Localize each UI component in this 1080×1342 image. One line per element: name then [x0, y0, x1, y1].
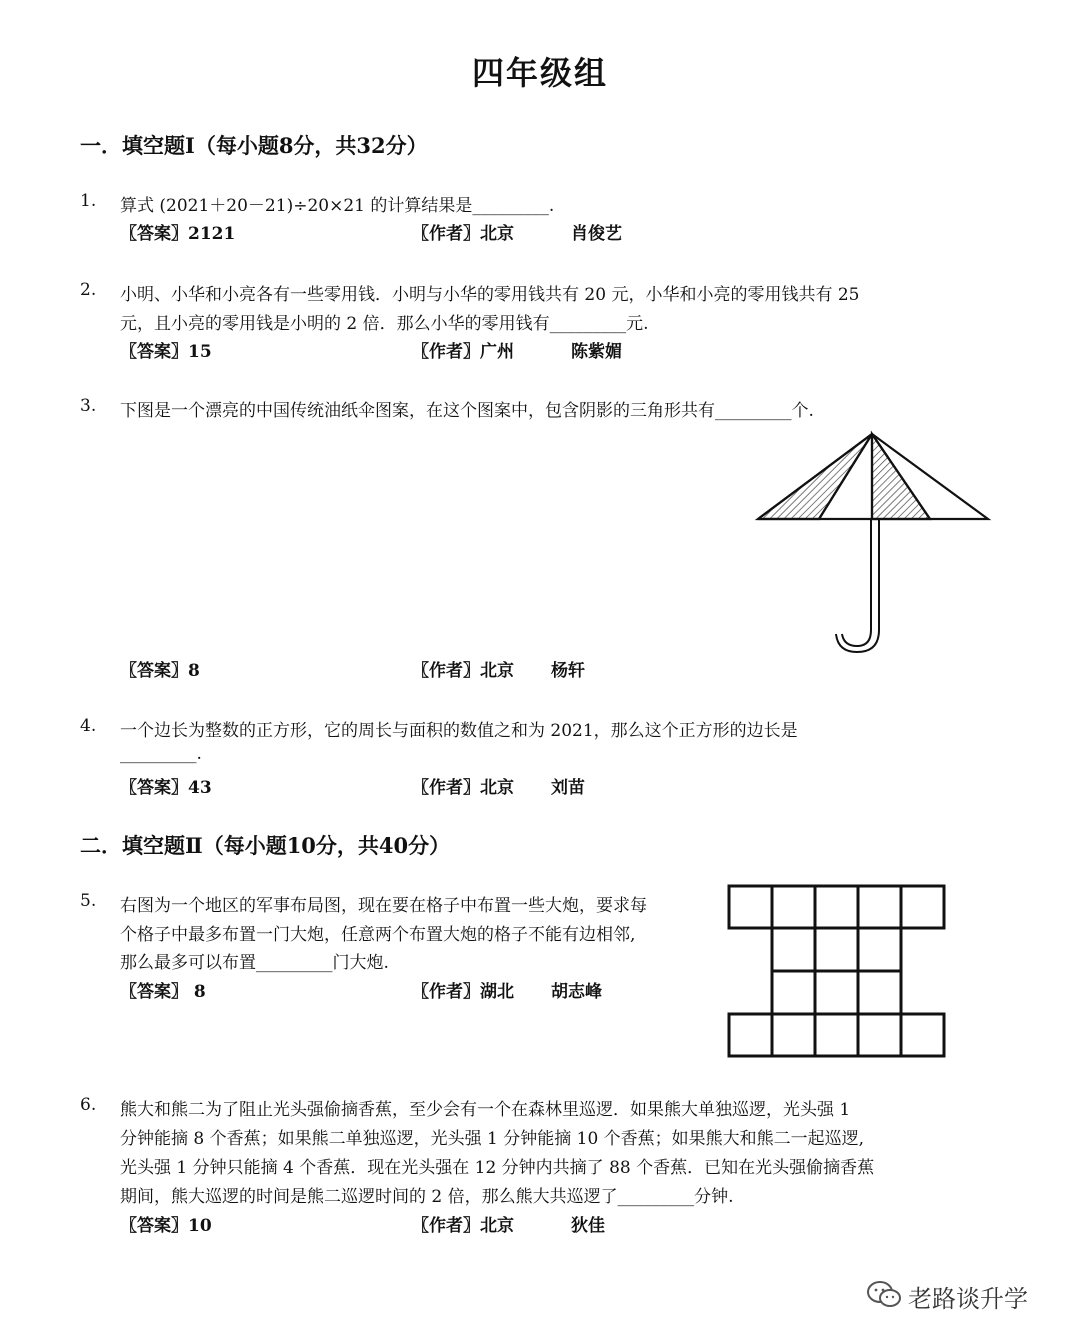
- section-heading-1: 一．填空题Ⅰ（每小题8分，共32分）: [80, 133, 428, 158]
- answer: 〖答案〗15: [120, 342, 212, 362]
- question-text: 下图是一个漂亮的中国传统油纸伞图案，在这个图案中，包含阴影的三角形共有_________个.: [120, 401, 814, 421]
- question-text: 算式 (2021＋20－21)÷20×21 的计算结果是_________.: [120, 196, 555, 216]
- answer: 〖答案〗43: [120, 778, 212, 798]
- wechat-icon: [866, 1280, 902, 1310]
- author-name: 狄佳: [571, 1216, 605, 1236]
- author-name: 陈紫媚: [571, 342, 622, 362]
- question-text: 元，且小亮的零用钱是小明的 2 倍．那么小华的零用钱有_________元.: [120, 314, 649, 334]
- question-text: 那么最多可以布置_________门大炮.: [120, 953, 389, 973]
- section-heading-2: 二．填空题Ⅱ（每小题10分，共40分）: [80, 833, 451, 858]
- question-text: 个格子中最多布置一门大炮，任意两个布置大炮的格子不能有边相邻,: [120, 925, 636, 945]
- author-name: 杨轩: [551, 661, 585, 681]
- author-label: 〖作者〗北京: [412, 778, 514, 798]
- author-name: 肖俊艺: [571, 224, 622, 244]
- question-text: 右图为一个地区的军事布局图，现在要在格子中布置一些大炮，要求每: [120, 896, 647, 916]
- question-number: 1.: [80, 191, 97, 211]
- question-text: 小明、小华和小亮各有一些零用钱．小明与小华的零用钱共有 20 元，小华和小亮的零用钱共有 25: [120, 285, 860, 305]
- question-number: 2.: [80, 280, 97, 300]
- question-number: 5.: [80, 891, 97, 911]
- umbrella-handle: [842, 520, 871, 646]
- page-title: 四年级组: [471, 54, 608, 92]
- question-text: 一个边长为整数的正方形，它的周长与面积的数值之和为 2021，那么这个正方形的边长是: [120, 721, 798, 741]
- author-name: 刘苗: [551, 778, 585, 798]
- question-number: 3.: [80, 396, 97, 416]
- question-text: 分钟能摘 8 个香蕉；如果熊二单独巡逻，光头强 1 分钟能摘 10 个香蕉；如果熊大和熊二一起巡逻,: [120, 1129, 865, 1149]
- umbrella-figure: [752, 430, 992, 652]
- answer: 〖答案〗 8: [120, 982, 206, 1002]
- question-number: 4.: [80, 716, 97, 736]
- author-label: 〖作者〗北京: [412, 1216, 514, 1236]
- question-text: 期间，熊大巡逻的时间是熊二巡逻时间的 2 倍，那么熊大共巡逻了_________分钟.: [120, 1187, 734, 1207]
- question-number: 6.: [80, 1095, 97, 1115]
- author-label: 〖作者〗北京: [412, 224, 514, 244]
- author-label: 〖作者〗北京: [412, 661, 514, 681]
- answer: 〖答案〗2121: [120, 224, 236, 244]
- answer: 〖答案〗10: [120, 1216, 212, 1236]
- author-name: 胡志峰: [551, 982, 602, 1002]
- question-text: _________.: [120, 744, 202, 764]
- author-label: 〖作者〗广州: [412, 342, 514, 362]
- watermark-brand: 老路谈升学: [908, 1285, 1028, 1313]
- author-label: 〖作者〗湖北: [412, 982, 514, 1002]
- question-text: 光头强 1 分钟只能摘 4 个香蕉．现在光头强在 12 分钟内共摘了 88 个香蕉．已知在光头强偷摘香蕉: [120, 1158, 875, 1178]
- grid-figure: [727, 884, 947, 1058]
- question-text: 熊大和熊二为了阻止光头强偷摘香蕉，至少会有一个在森林里巡逻．如果熊大单独巡逻，光头强 1: [120, 1100, 851, 1120]
- answer: 〖答案〗8: [120, 661, 200, 681]
